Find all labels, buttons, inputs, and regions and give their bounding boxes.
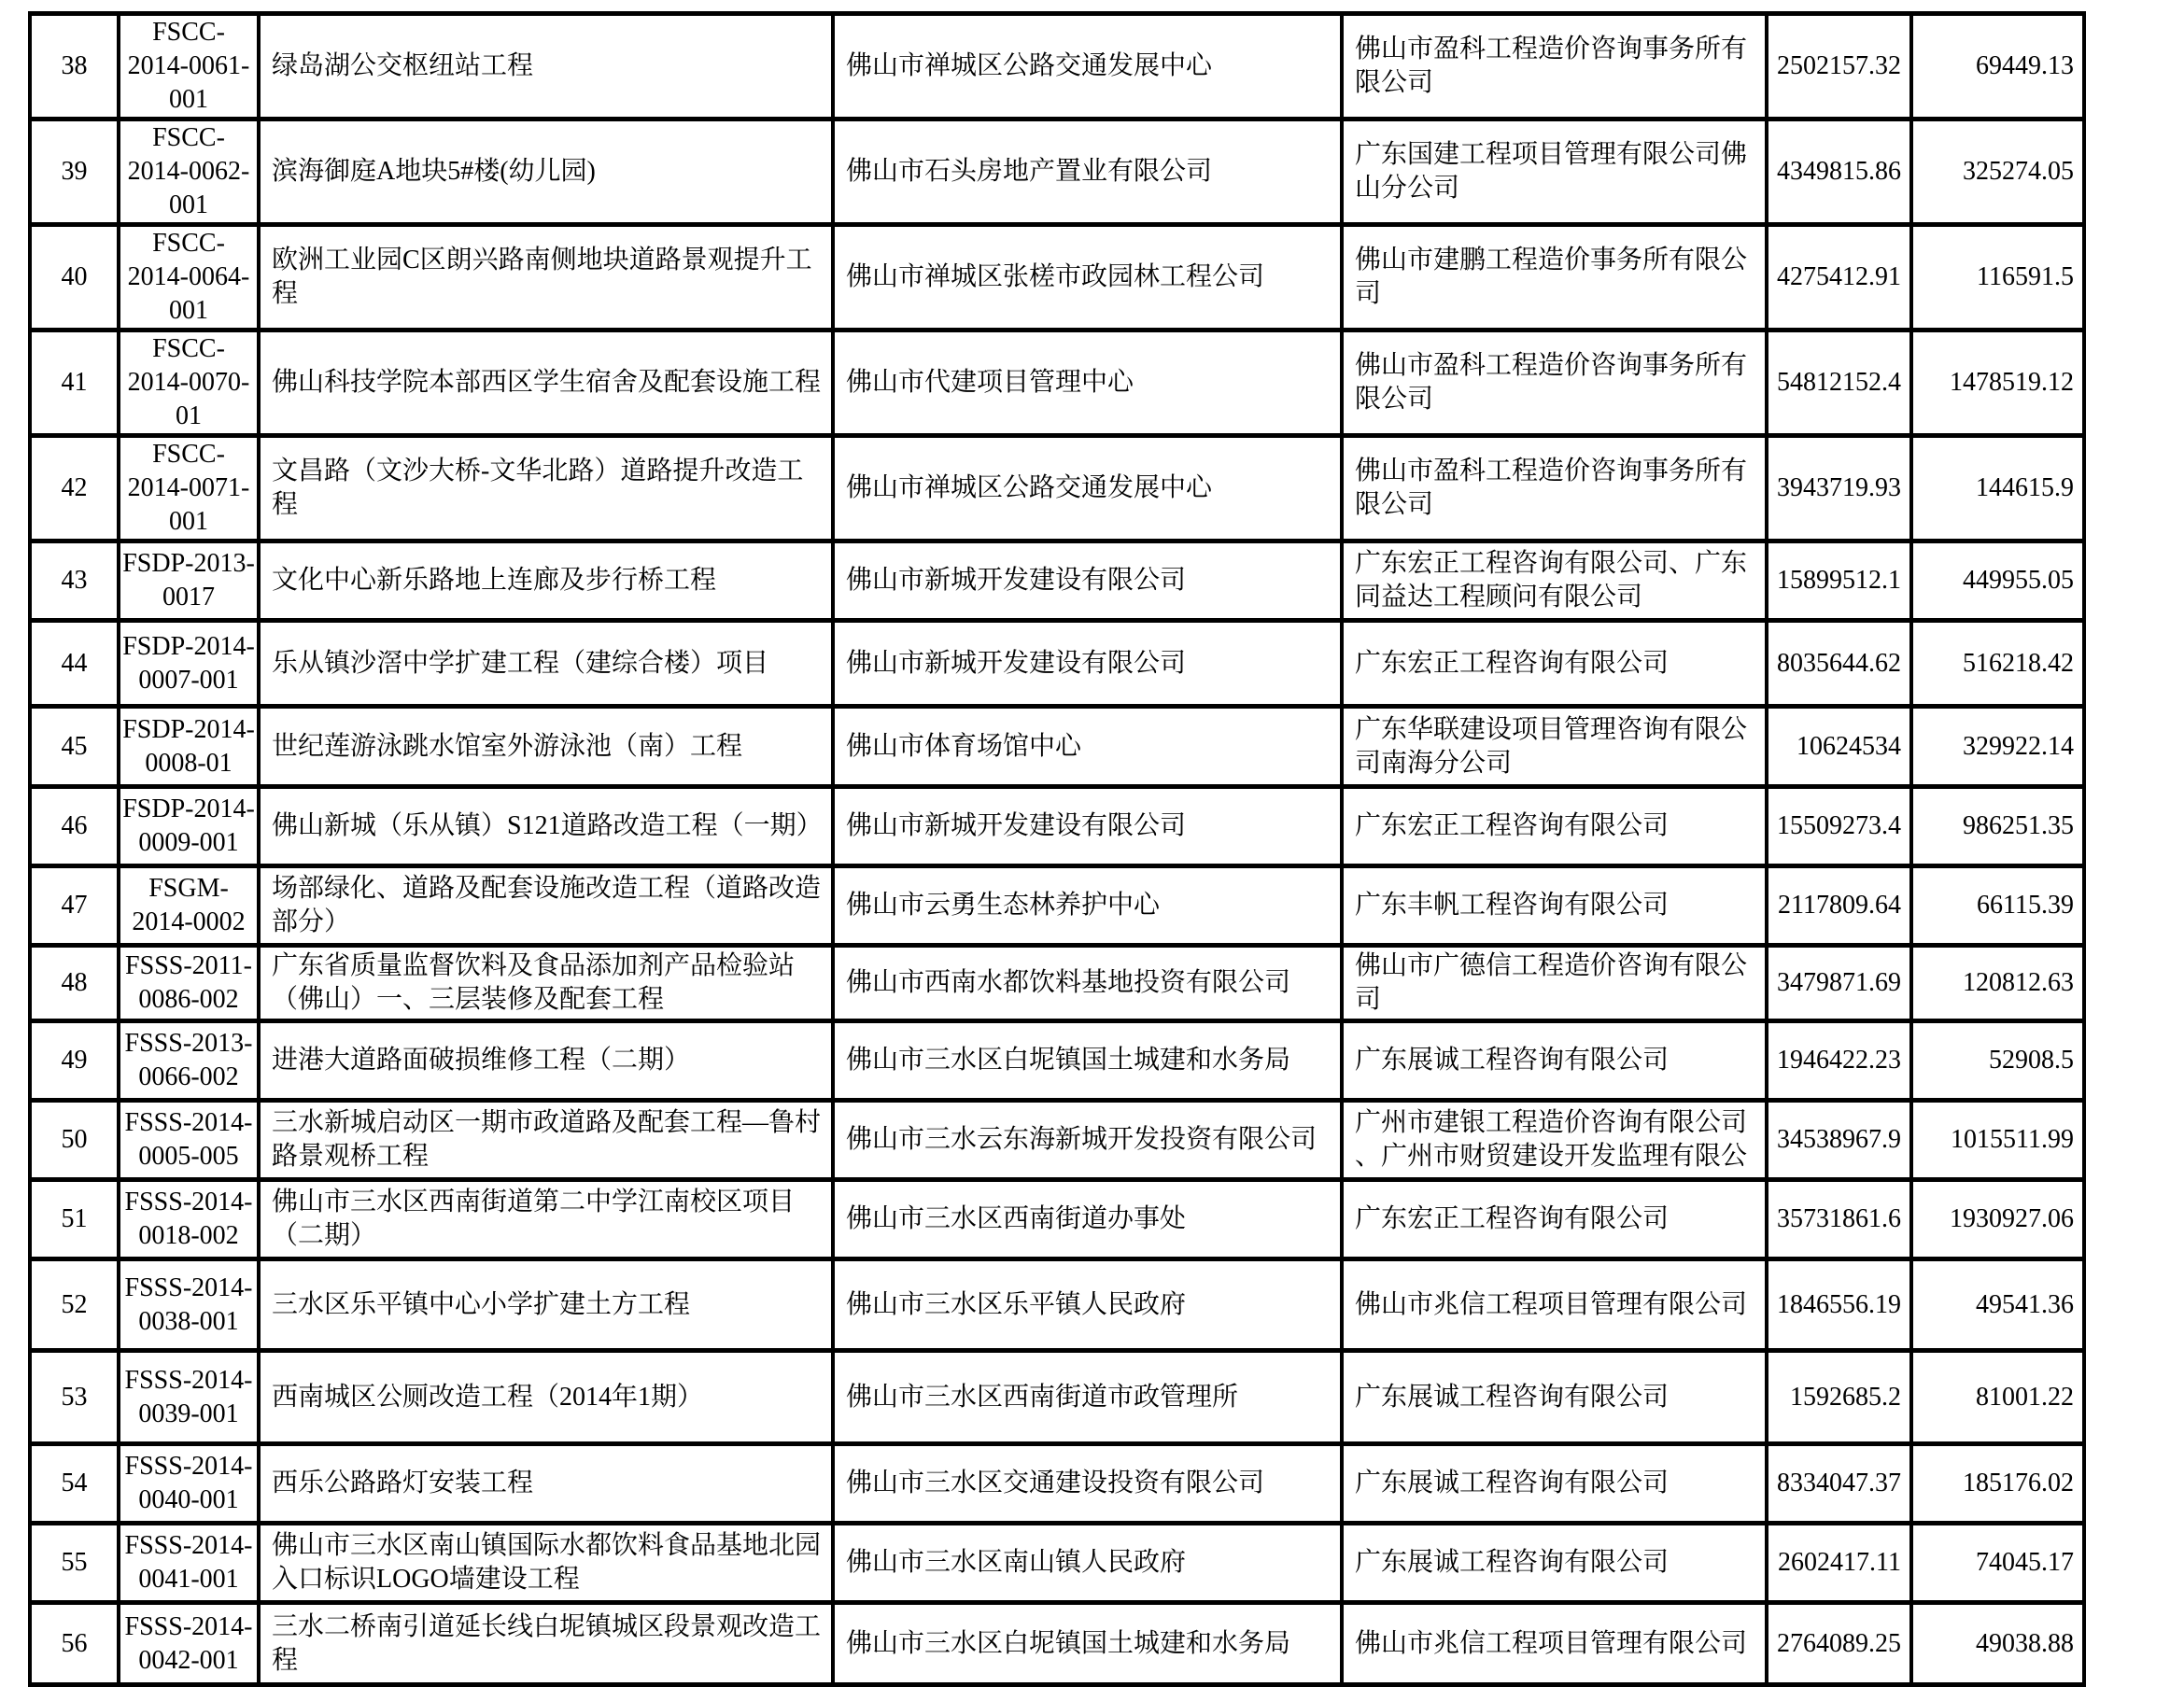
cell-amount-1: 3479871.69 bbox=[1767, 946, 1911, 1021]
cell-row-number: 51 bbox=[30, 1180, 119, 1259]
cell-owner: 佛山市三水区西南街道市政管理所 bbox=[833, 1351, 1342, 1444]
cell-owner: 佛山市代建项目管理中心 bbox=[833, 330, 1342, 436]
table-row bbox=[30, 436, 2084, 541]
scanned-document-page bbox=[0, 11, 2184, 1675]
cell-project-code: FSCC-2014-0070-01 bbox=[119, 330, 259, 436]
cell-consultant: 广东宏正工程咨询有限公司 bbox=[1342, 621, 1767, 707]
table-row bbox=[30, 14, 2084, 119]
cell-project-name: 世纪莲游泳跳水馆室外游泳池（南）工程 bbox=[259, 707, 833, 787]
table-row bbox=[30, 1524, 2084, 1603]
cell-consultant: 广东展诚工程咨询有限公司 bbox=[1342, 1351, 1767, 1444]
cell-project-name: 文化中心新乐路地上连廊及步行桥工程 bbox=[259, 541, 833, 621]
table-row bbox=[30, 621, 2084, 707]
cell-project-name: 欧洲工业园C区朗兴路南侧地块道路景观提升工程 bbox=[259, 225, 833, 330]
cell-owner: 佛山市禅城区公路交通发展中心 bbox=[833, 436, 1342, 541]
cell-consultant: 广东华联建设项目管理咨询有限公司南海分公司 bbox=[1342, 707, 1767, 787]
cell-consultant: 佛山市建鹏工程造价事务所有限公司 bbox=[1342, 225, 1767, 330]
cell-owner: 佛山市三水云东海新城开发投资有限公司 bbox=[833, 1101, 1342, 1180]
cell-row-number: 47 bbox=[30, 866, 119, 946]
cell-amount-1: 8035644.62 bbox=[1767, 621, 1911, 707]
cell-amount-1: 3943719.93 bbox=[1767, 436, 1911, 541]
table-row bbox=[30, 1351, 2084, 1444]
cell-row-number: 49 bbox=[30, 1021, 119, 1101]
cell-owner: 佛山市新城开发建设有限公司 bbox=[833, 787, 1342, 866]
cell-consultant: 佛山市盈科工程造价咨询事务所有限公司 bbox=[1342, 436, 1767, 541]
cell-amount-1: 1846556.19 bbox=[1767, 1259, 1911, 1351]
cell-amount-2: 986251.35 bbox=[1911, 787, 2084, 866]
cell-owner: 佛山市三水区西南街道办事处 bbox=[833, 1180, 1342, 1259]
table-row bbox=[30, 1021, 2084, 1101]
cell-project-code: FSCC-2014-0064-001 bbox=[119, 225, 259, 330]
cell-project-name: 滨海御庭A地块5#楼(幼儿园) bbox=[259, 119, 833, 225]
cell-project-code: FSDP-2014-0008-01 bbox=[119, 707, 259, 787]
cell-amount-1: 2117809.64 bbox=[1767, 866, 1911, 946]
cell-row-number: 52 bbox=[30, 1259, 119, 1351]
cell-project-name: 文昌路（文沙大桥-文华北路）道路提升改造工程 bbox=[259, 436, 833, 541]
cell-row-number: 55 bbox=[30, 1524, 119, 1603]
cell-amount-1: 1592685.2 bbox=[1767, 1351, 1911, 1444]
cell-consultant: 广东展诚工程咨询有限公司 bbox=[1342, 1444, 1767, 1524]
cell-project-code: FSDP-2013-0017 bbox=[119, 541, 259, 621]
cell-project-name: 佛山市三水区南山镇国际水都饮料食品基地北园入口标识LOGO墙建设工程 bbox=[259, 1524, 833, 1603]
cell-amount-2: 1930927.06 bbox=[1911, 1180, 2084, 1259]
cell-project-code: FSSS-2014-0038-001 bbox=[119, 1259, 259, 1351]
cell-amount-2: 449955.05 bbox=[1911, 541, 2084, 621]
cell-consultant: 佛山市兆信工程项目管理有限公司 bbox=[1342, 1603, 1767, 1685]
cell-amount-2: 49038.88 bbox=[1911, 1603, 2084, 1685]
cell-owner: 佛山市石头房地产置业有限公司 bbox=[833, 119, 1342, 225]
cell-consultant: 佛山市兆信工程项目管理有限公司 bbox=[1342, 1259, 1767, 1351]
table-row bbox=[30, 1180, 2084, 1259]
cell-amount-1: 2764089.25 bbox=[1767, 1603, 1911, 1685]
cell-consultant: 佛山市盈科工程造价咨询事务所有限公司 bbox=[1342, 14, 1767, 119]
cell-row-number: 50 bbox=[30, 1101, 119, 1180]
table-row bbox=[30, 946, 2084, 1021]
cell-project-code: FSSS-2011-0086-002 bbox=[119, 946, 259, 1021]
table-row bbox=[30, 225, 2084, 330]
cell-amount-1: 35731861.6 bbox=[1767, 1180, 1911, 1259]
table-row bbox=[30, 1259, 2084, 1351]
cell-project-code: FSSS-2014-0040-001 bbox=[119, 1444, 259, 1524]
cell-amount-1: 10624534 bbox=[1767, 707, 1911, 787]
cell-amount-2: 74045.17 bbox=[1911, 1524, 2084, 1603]
cell-consultant: 佛山市盈科工程造价咨询事务所有限公司 bbox=[1342, 330, 1767, 436]
cell-amount-1: 4275412.91 bbox=[1767, 225, 1911, 330]
cell-amount-2: 325274.05 bbox=[1911, 119, 2084, 225]
table-row bbox=[30, 866, 2084, 946]
cell-amount-2: 69449.13 bbox=[1911, 14, 2084, 119]
cell-project-code: FSSS-2014-0039-001 bbox=[119, 1351, 259, 1444]
cell-project-code: FSGM-2014-0002 bbox=[119, 866, 259, 946]
cell-project-name: 西乐公路路灯安装工程 bbox=[259, 1444, 833, 1524]
table-row bbox=[30, 541, 2084, 621]
cell-amount-1: 15899512.1 bbox=[1767, 541, 1911, 621]
cell-project-code: FSCC-2014-0062-001 bbox=[119, 119, 259, 225]
cell-row-number: 56 bbox=[30, 1603, 119, 1685]
cell-project-name: 三水区乐平镇中心小学扩建土方工程 bbox=[259, 1259, 833, 1351]
cell-owner: 佛山市西南水都饮料基地投资有限公司 bbox=[833, 946, 1342, 1021]
cell-amount-2: 81001.22 bbox=[1911, 1351, 2084, 1444]
cell-project-code: FSDP-2014-0007-001 bbox=[119, 621, 259, 707]
cell-amount-2: 120812.63 bbox=[1911, 946, 2084, 1021]
cell-project-name: 进港大道路面破损维修工程（二期） bbox=[259, 1021, 833, 1101]
cell-amount-1: 2502157.32 bbox=[1767, 14, 1911, 119]
table-row bbox=[30, 1444, 2084, 1524]
cell-row-number: 53 bbox=[30, 1351, 119, 1444]
cell-owner: 佛山市三水区白坭镇国土城建和水务局 bbox=[833, 1021, 1342, 1101]
cell-row-number: 41 bbox=[30, 330, 119, 436]
cell-amount-2: 52908.5 bbox=[1911, 1021, 2084, 1101]
cell-consultant: 广东国建工程项目管理有限公司佛山分公司 bbox=[1342, 119, 1767, 225]
cell-consultant: 广东宏正工程咨询有限公司 bbox=[1342, 787, 1767, 866]
cell-owner: 佛山市禅城区张槎市政园林工程公司 bbox=[833, 225, 1342, 330]
cell-project-name: 佛山科技学院本部西区学生宿舍及配套设施工程 bbox=[259, 330, 833, 436]
cell-row-number: 45 bbox=[30, 707, 119, 787]
cell-row-number: 48 bbox=[30, 946, 119, 1021]
cell-row-number: 54 bbox=[30, 1444, 119, 1524]
cell-amount-1: 34538967.9 bbox=[1767, 1101, 1911, 1180]
cell-project-name: 西南城区公厕改造工程（2014年1期） bbox=[259, 1351, 833, 1444]
cell-amount-2: 1015511.99 bbox=[1911, 1101, 2084, 1180]
cell-project-name: 场部绿化、道路及配套设施改造工程（道路改造部分） bbox=[259, 866, 833, 946]
cell-project-name: 广东省质量监督饮料及食品添加剂产品检验站（佛山）一、三层装修及配套工程 bbox=[259, 946, 833, 1021]
cell-amount-2: 1478519.12 bbox=[1911, 330, 2084, 436]
cell-project-name: 绿岛湖公交枢纽站工程 bbox=[259, 14, 833, 119]
cell-amount-1: 2602417.11 bbox=[1767, 1524, 1911, 1603]
cell-project-code: FSSS-2014-0018-002 bbox=[119, 1180, 259, 1259]
cell-consultant: 广东展诚工程咨询有限公司 bbox=[1342, 1021, 1767, 1101]
cell-amount-2: 144615.9 bbox=[1911, 436, 2084, 541]
table-row bbox=[30, 707, 2084, 787]
cell-project-name: 三水新城启动区一期市政道路及配套工程—鲁村路景观桥工程 bbox=[259, 1101, 833, 1180]
cell-amount-2: 185176.02 bbox=[1911, 1444, 2084, 1524]
projects-table bbox=[28, 11, 2086, 1687]
cell-owner: 佛山市三水区白坭镇国土城建和水务局 bbox=[833, 1603, 1342, 1685]
cell-consultant: 广东宏正工程咨询有限公司、广东同益达工程顾问有限公司 bbox=[1342, 541, 1767, 621]
cell-project-code: FSDP-2014-0009-001 bbox=[119, 787, 259, 866]
cell-project-code: FSSS-2014-0042-001 bbox=[119, 1603, 259, 1685]
cell-owner: 佛山市三水区交通建设投资有限公司 bbox=[833, 1444, 1342, 1524]
cell-amount-1: 1946422.23 bbox=[1767, 1021, 1911, 1101]
cell-project-code: FSCC-2014-0071-001 bbox=[119, 436, 259, 541]
cell-project-name: 三水二桥南引道延长线白坭镇城区段景观改造工程 bbox=[259, 1603, 833, 1685]
cell-owner: 佛山市云勇生态林养护中心 bbox=[833, 866, 1342, 946]
cell-amount-1: 4349815.86 bbox=[1767, 119, 1911, 225]
cell-project-code: FSSS-2014-0005-005 bbox=[119, 1101, 259, 1180]
cell-owner: 佛山市三水区乐平镇人民政府 bbox=[833, 1259, 1342, 1351]
cell-consultant: 广东宏正工程咨询有限公司 bbox=[1342, 1180, 1767, 1259]
table-row bbox=[30, 1603, 2084, 1685]
cell-row-number: 43 bbox=[30, 541, 119, 621]
cell-amount-2: 49541.36 bbox=[1911, 1259, 2084, 1351]
cell-consultant: 广东展诚工程咨询有限公司 bbox=[1342, 1524, 1767, 1603]
cell-project-code: FSSS-2014-0041-001 bbox=[119, 1524, 259, 1603]
cell-row-number: 40 bbox=[30, 225, 119, 330]
cell-project-name: 乐从镇沙滘中学扩建工程（建综合楼）项目 bbox=[259, 621, 833, 707]
cell-project-code: FSSS-2013-0066-002 bbox=[119, 1021, 259, 1101]
cell-amount-1: 8334047.37 bbox=[1767, 1444, 1911, 1524]
cell-amount-1: 54812152.4 bbox=[1767, 330, 1911, 436]
cell-consultant: 佛山市广德信工程造价咨询有限公司 bbox=[1342, 946, 1767, 1021]
projects-table-body bbox=[30, 14, 2084, 1685]
cell-owner: 佛山市体育场馆中心 bbox=[833, 707, 1342, 787]
cell-owner: 佛山市新城开发建设有限公司 bbox=[833, 541, 1342, 621]
cell-row-number: 46 bbox=[30, 787, 119, 866]
cell-row-number: 44 bbox=[30, 621, 119, 707]
table-row bbox=[30, 787, 2084, 866]
cell-row-number: 39 bbox=[30, 119, 119, 225]
table-row bbox=[30, 119, 2084, 225]
cell-consultant: 广州市建银工程造价咨询有限公司、广州市财贸建设开发监理有限公 bbox=[1342, 1101, 1767, 1180]
cell-owner: 佛山市禅城区公路交通发展中心 bbox=[833, 14, 1342, 119]
cell-amount-2: 66115.39 bbox=[1911, 866, 2084, 946]
cell-project-name: 佛山市三水区西南街道第二中学江南校区项目（二期） bbox=[259, 1180, 833, 1259]
cell-amount-1: 15509273.4 bbox=[1767, 787, 1911, 866]
cell-amount-2: 329922.14 bbox=[1911, 707, 2084, 787]
cell-consultant: 广东丰帆工程咨询有限公司 bbox=[1342, 866, 1767, 946]
table-row bbox=[30, 330, 2084, 436]
cell-owner: 佛山市三水区南山镇人民政府 bbox=[833, 1524, 1342, 1603]
cell-amount-2: 516218.42 bbox=[1911, 621, 2084, 707]
cell-owner: 佛山市新城开发建设有限公司 bbox=[833, 621, 1342, 707]
cell-amount-2: 116591.5 bbox=[1911, 225, 2084, 330]
table-row bbox=[30, 1101, 2084, 1180]
cell-project-code: FSCC-2014-0061-001 bbox=[119, 14, 259, 119]
cell-project-name: 佛山新城（乐从镇）S121道路改造工程（一期） bbox=[259, 787, 833, 866]
cell-row-number: 42 bbox=[30, 436, 119, 541]
cell-row-number: 38 bbox=[30, 14, 119, 119]
